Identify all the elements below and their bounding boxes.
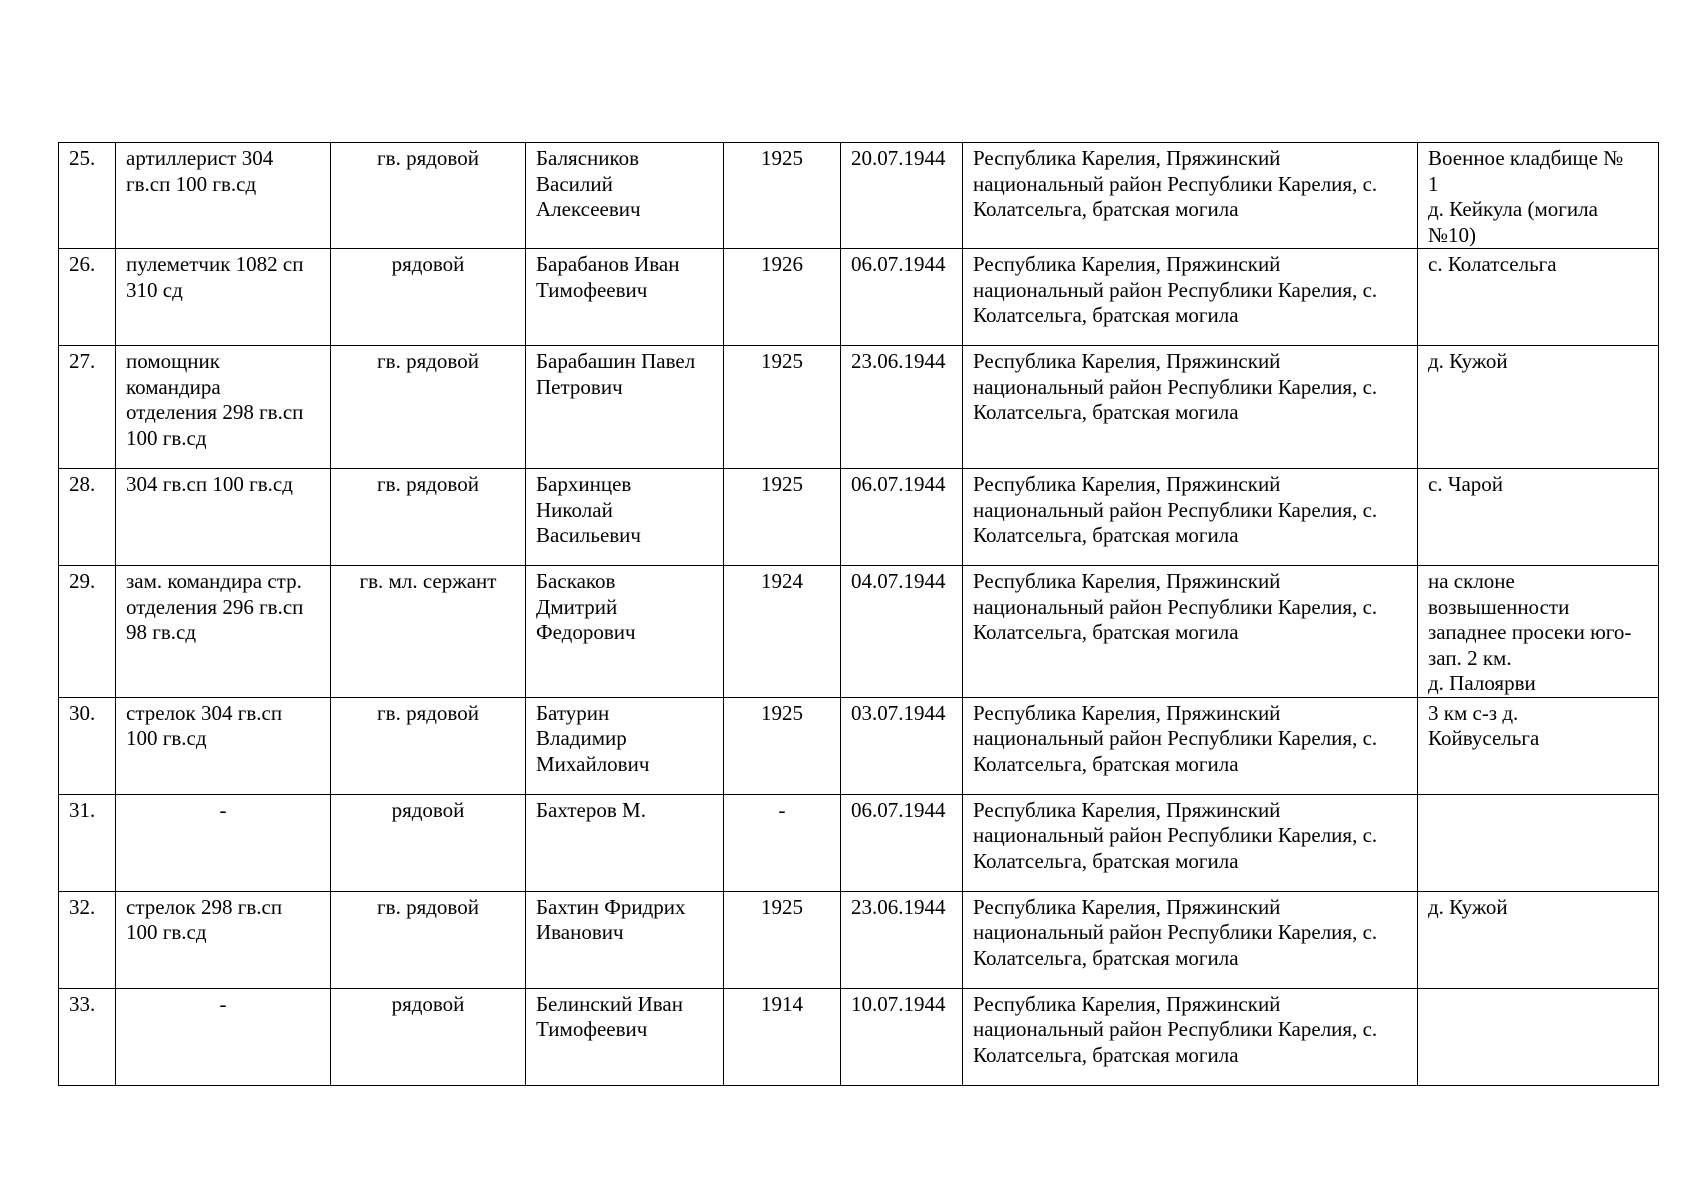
unit-cell	[116, 988, 331, 1085]
full-name-line: Тимофеевич	[536, 277, 648, 302]
unit-cell	[116, 566, 331, 698]
burial-place-line: Республика Карелия, Пряжинский	[973, 700, 1281, 725]
initial-burial-line: западнее просеки юго-	[1428, 620, 1632, 644]
burial-place-line: национальный район Республики Карелия, с.	[973, 920, 1378, 944]
birth-year-text: -	[778, 797, 786, 822]
burial-place-line: Колатсельга, братская могила	[973, 751, 1239, 776]
table-row	[59, 346, 1659, 469]
initial-burial-line: с. Чарой	[1428, 472, 1504, 496]
burial-place-line: национальный район Республики Карелия, с.	[973, 171, 1378, 196]
rank-text: рядовой	[391, 797, 465, 822]
unit-line: пулеметчик 1082 сп	[126, 252, 304, 276]
rank-cell	[331, 249, 526, 346]
birth-year-text: 1914	[761, 991, 803, 1016]
rank-text: рядовой	[391, 991, 465, 1016]
unit-line: 310 сд	[126, 277, 183, 302]
burial-place-line: Колатсельга, братская могила	[973, 523, 1239, 547]
birth-year-cell	[724, 469, 841, 566]
full-name-line: Бархинцев	[536, 472, 632, 496]
unit-cell	[116, 697, 331, 794]
birth-year-text: 1924	[761, 569, 803, 593]
table-row	[59, 697, 1659, 794]
birth-year-cell	[724, 794, 841, 891]
initial-burial-cell	[1418, 697, 1659, 794]
death-date-cell	[841, 143, 963, 249]
full-name-line: Владимир	[536, 726, 627, 750]
burial-place-line: Республика Карелия, Пряжинский	[973, 472, 1281, 496]
birth-year-text: 1925	[761, 700, 803, 725]
table-row	[59, 249, 1659, 346]
birth-year-cell	[724, 143, 841, 249]
full-name-line: Балясников	[536, 146, 640, 170]
burial-place-line: Республика Карелия, Пряжинский	[973, 797, 1281, 822]
burial-place-line: Республика Карелия, Пряжинский	[973, 569, 1281, 593]
birth-year-text: 1925	[761, 472, 803, 496]
rank-text: рядовой	[391, 252, 465, 276]
row-number-cell	[59, 143, 116, 249]
burial-place-line: национальный район Республики Карелия, с.	[973, 726, 1378, 750]
row-number-cell	[59, 346, 116, 469]
rank-cell	[331, 143, 526, 249]
burial-place-line: Республика Карелия, Пряжинский	[973, 894, 1281, 919]
initial-burial-cell	[1418, 249, 1659, 346]
unit-line: -	[219, 797, 227, 822]
burial-place-line: Республика Карелия, Пряжинский	[973, 349, 1281, 373]
initial-burial-cell	[1418, 794, 1659, 891]
rank-text: гв. мл. сержант	[359, 569, 497, 593]
death-date-text: 06.07.1944	[851, 472, 946, 496]
table-row	[59, 469, 1659, 566]
full-name-line: Петрович	[536, 374, 623, 399]
initial-burial-line: Военное кладбище №	[1428, 146, 1624, 170]
row-number-text: 27.	[69, 349, 96, 373]
row-number-text: 33.	[69, 991, 96, 1016]
full-name-cell	[526, 249, 724, 346]
row-number-cell	[59, 469, 116, 566]
burial-place-cell	[963, 346, 1418, 469]
unit-cell	[116, 346, 331, 469]
full-name-cell	[526, 566, 724, 698]
full-name-line: Бахтин Фридрих	[536, 894, 686, 919]
initial-burial-cell	[1418, 469, 1659, 566]
burial-place-line: национальный район Республики Карелия, с.	[973, 277, 1378, 302]
unit-line: артиллерист 304	[126, 146, 274, 170]
death-date-text: 23.06.1944	[851, 894, 946, 919]
burial-place-line: Колатсельга, братская могила	[973, 620, 1239, 644]
death-date-text: 10.07.1944	[851, 991, 946, 1016]
burial-place-line: Колатсельга, братская могила	[973, 945, 1239, 970]
burial-place-cell	[963, 566, 1418, 698]
row-number-cell	[59, 697, 116, 794]
row-number-cell	[59, 891, 116, 988]
row-number-text: 25.	[69, 146, 96, 170]
row-number-text: 29.	[69, 569, 96, 593]
unit-line: 100 гв.сд	[126, 425, 207, 450]
row-number-text: 32.	[69, 894, 96, 919]
row-number-cell	[59, 988, 116, 1085]
birth-year-cell	[724, 697, 841, 794]
death-date-cell	[841, 566, 963, 698]
death-date-text: 04.07.1944	[851, 569, 946, 593]
burial-place-line: Колатсельга, братская могила	[973, 1042, 1239, 1067]
death-date-cell	[841, 794, 963, 891]
burial-place-line: национальный район Республики Карелия, с.	[973, 1017, 1378, 1041]
birth-year-text: 1925	[761, 894, 803, 919]
unit-line: гв.сп 100 гв.сд	[126, 171, 257, 196]
burial-place-line: Колатсельга, братская могила	[973, 400, 1239, 424]
full-name-line: Белинский Иван	[536, 991, 683, 1016]
full-name-cell	[526, 697, 724, 794]
rank-text: гв. рядовой	[377, 894, 479, 919]
full-name-cell	[526, 346, 724, 469]
birth-year-cell	[724, 988, 841, 1085]
row-number-cell	[59, 566, 116, 698]
burial-place-line: национальный район Республики Карелия, с.	[973, 823, 1378, 847]
burial-place-cell	[963, 249, 1418, 346]
death-date-cell	[841, 249, 963, 346]
table-row	[59, 891, 1659, 988]
table-body	[59, 143, 1659, 1086]
table-row	[59, 988, 1659, 1085]
birth-year-cell	[724, 891, 841, 988]
birth-year-text: 1925	[761, 146, 803, 170]
initial-burial-line: Койвусельга	[1428, 726, 1540, 750]
burial-place-cell	[963, 988, 1418, 1085]
initial-burial-line: №10)	[1428, 222, 1477, 247]
burial-place-cell	[963, 143, 1418, 249]
full-name-cell	[526, 143, 724, 249]
initial-burial-cell	[1418, 566, 1659, 698]
birth-year-cell	[724, 249, 841, 346]
full-name-line: Батурин	[536, 700, 610, 725]
rank-cell	[331, 697, 526, 794]
unit-cell	[116, 794, 331, 891]
unit-line: -	[219, 991, 227, 1016]
unit-line: 98 гв.сд	[126, 620, 197, 644]
initial-burial-line: д. Кейкула (могила	[1428, 197, 1598, 221]
rank-cell	[331, 469, 526, 566]
row-number-cell	[59, 249, 116, 346]
initial-burial-line: д. Кужой	[1428, 894, 1508, 919]
full-name-cell	[526, 891, 724, 988]
unit-line: 100 гв.сд	[126, 920, 207, 944]
death-date-cell	[841, 891, 963, 988]
burial-place-cell	[963, 794, 1418, 891]
death-date-cell	[841, 988, 963, 1085]
burial-place-cell	[963, 891, 1418, 988]
unit-line: отделения 298 гв.сп	[126, 400, 304, 424]
initial-burial-line: 3 км с-з д.	[1428, 700, 1519, 725]
full-name-line: Николай	[536, 497, 613, 522]
initial-burial-line: д. Кужой	[1428, 349, 1508, 373]
unit-line: помощник	[126, 349, 220, 373]
unit-line: 100 гв.сд	[126, 726, 207, 750]
row-number-text: 30.	[69, 700, 96, 725]
burial-place-line: национальный район Республики Карелия, с.	[973, 497, 1378, 522]
burial-place-line: Республика Карелия, Пряжинский	[973, 252, 1281, 276]
full-name-line: Михайлович	[536, 751, 650, 776]
death-date-text: 23.06.1944	[851, 349, 946, 373]
unit-line: отделения 296 гв.сп	[126, 594, 304, 619]
row-number-cell	[59, 794, 116, 891]
death-date-text: 20.07.1944	[851, 146, 946, 170]
birth-year-text: 1926	[761, 252, 803, 276]
full-name-line: Василий	[536, 171, 613, 196]
full-name-cell	[526, 469, 724, 566]
initial-burial-line: 1	[1428, 171, 1439, 196]
initial-burial-cell	[1418, 346, 1659, 469]
table-row	[59, 143, 1659, 249]
unit-cell	[116, 469, 331, 566]
unit-line: командира	[126, 374, 221, 399]
burial-records-table	[58, 142, 1659, 1086]
initial-burial-cell	[1418, 988, 1659, 1085]
burial-place-line: национальный район Республики Карелия, с.	[973, 594, 1378, 619]
burial-place-line: Колатсельга, братская могила	[973, 848, 1239, 873]
burial-place-cell	[963, 469, 1418, 566]
table-row	[59, 794, 1659, 891]
initial-burial-line: возвышенности	[1428, 594, 1570, 619]
full-name-cell	[526, 794, 724, 891]
initial-burial-cell	[1418, 143, 1659, 249]
unit-line: зам. командира стр.	[126, 569, 302, 593]
full-name-line: Федорович	[536, 620, 636, 644]
unit-cell	[116, 143, 331, 249]
burial-place-line: Колатсельга, братская могила	[973, 303, 1239, 327]
initial-burial-line: на склоне	[1428, 569, 1515, 593]
burial-place-line: Колатсельга, братская могила	[973, 197, 1239, 221]
row-number-text: 26.	[69, 252, 96, 276]
birth-year-cell	[724, 566, 841, 698]
rank-cell	[331, 794, 526, 891]
rank-cell	[331, 566, 526, 698]
death-date-cell	[841, 346, 963, 469]
burial-place-line: национальный район Республики Карелия, с.	[973, 374, 1378, 399]
death-date-text: 06.07.1944	[851, 797, 946, 822]
unit-line: стрелок 298 гв.сп	[126, 894, 283, 919]
rank-text: гв. рядовой	[377, 146, 479, 170]
full-name-cell	[526, 988, 724, 1085]
burial-place-line: Республика Карелия, Пряжинский	[973, 146, 1281, 170]
unit-cell	[116, 891, 331, 988]
full-name-line: Дмитрий	[536, 594, 618, 619]
rank-cell	[331, 891, 526, 988]
full-name-line: Барабашин Павел	[536, 349, 696, 373]
full-name-line: Васильевич	[536, 523, 641, 547]
death-date-text: 03.07.1944	[851, 700, 946, 725]
full-name-line: Иванович	[536, 920, 624, 944]
initial-burial-line: с. Колатсельга	[1428, 252, 1557, 276]
full-name-line: Барабанов Иван	[536, 252, 680, 276]
birth-year-text: 1925	[761, 349, 803, 373]
full-name-line: Бахтеров М.	[536, 797, 646, 822]
row-number-text: 31.	[69, 797, 96, 822]
rank-cell	[331, 346, 526, 469]
initial-burial-line: зап. 2 км.	[1428, 645, 1512, 670]
burial-place-cell	[963, 697, 1418, 794]
rank-cell	[331, 988, 526, 1085]
row-number-text: 28.	[69, 472, 96, 496]
rank-text: гв. рядовой	[377, 472, 479, 496]
death-date-cell	[841, 697, 963, 794]
burial-place-line: Республика Карелия, Пряжинский	[973, 991, 1281, 1016]
table-row	[59, 566, 1659, 698]
initial-burial-line: д. Палоярви	[1428, 671, 1536, 695]
full-name-line: Алексеевич	[536, 197, 641, 221]
unit-line: стрелок 304 гв.сп	[126, 700, 283, 725]
rank-text: гв. рядовой	[377, 349, 479, 373]
unit-cell	[116, 249, 331, 346]
birth-year-cell	[724, 346, 841, 469]
death-date-cell	[841, 469, 963, 566]
rank-text: гв. рядовой	[377, 700, 479, 725]
death-date-text: 06.07.1944	[851, 252, 946, 276]
full-name-line: Тимофеевич	[536, 1017, 648, 1041]
full-name-line: Баскаков	[536, 569, 616, 593]
unit-line: 304 гв.сп 100 гв.сд	[126, 472, 293, 496]
initial-burial-cell	[1418, 891, 1659, 988]
